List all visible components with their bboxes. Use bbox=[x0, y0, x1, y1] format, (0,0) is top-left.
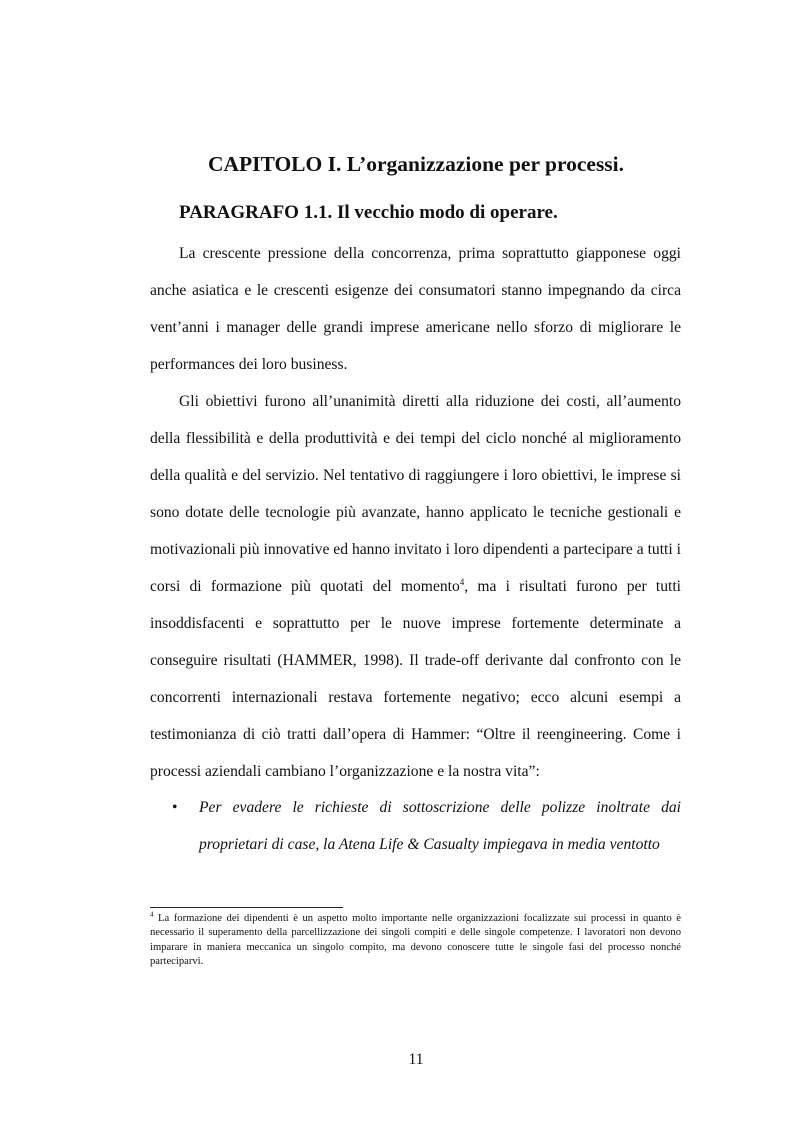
bullet-icon: • bbox=[172, 799, 178, 816]
paragraph: La crescente pressione della concorrenza, prima soprattutto giapponese oggi anche asiatica e le crescenti esigenze dei consumatori stanno impegnando da circa vent’anni i manager delle grandi imprese americane nello sforzo di migliorare le performances dei loro business. bbox=[150, 245, 681, 373]
bullet-list bbox=[150, 789, 681, 863]
footnote-divider bbox=[150, 907, 343, 908]
chapter-title: CAPITOLO I. L’organizzazione per processi. bbox=[207, 152, 625, 176]
paragraph bbox=[150, 383, 681, 790]
list-item bbox=[150, 789, 681, 863]
paragraph-text: Gli obiettivi furono all’unanimità diretti alla riduzione dei costi, all’aumento della flessibilità e della produttività e dei tempi del ciclo nonché al miglioramento della qualità e del servizio. Nel tentativo di raggiungere i loro obiettivi, le imprese si sono dotate delle tecnologie più avanzate, hanno applicato le tecniche gestionali e motivazionali più innovative ed hanno invitato i loro dipendenti a partecipare a tutti i corsi di formazione più quotati del momento bbox=[150, 393, 681, 595]
list-item-text: Per evadere le richieste di sottoscrizione delle polizze inoltrate dai proprietari di case, la Atena Life & Casualty impiegava in media ventotto bbox=[199, 799, 681, 853]
section-title: PARAGRAFO 1.1. Il vecchio modo di operare. bbox=[179, 202, 558, 223]
page-number: 11 bbox=[408, 1051, 424, 1068]
footnote-mark: 4 bbox=[150, 910, 154, 919]
footnote-reference: 4 bbox=[459, 576, 465, 587]
footnote bbox=[150, 912, 681, 970]
body-text bbox=[150, 235, 681, 790]
paragraph-text: , ma i risultati furono per tutti insoddisfacenti e soprattutto per le nuove imprese fortemente determinate a conseguire risultati (HAMMER, 1998). Il trade-off derivante dal confronto con le concorrenti internazionali restava fortemente negativo; ecco alcuni esempi a testimonianza di ciò tratti dall’opera di Hammer: “Oltre il reengineering. Come i processi aziendali cambiano l’organizzazione e la nostra vita”: bbox=[150, 578, 681, 780]
footnote-text: La formazione dei dipendenti è un aspetto molto importante nelle organizzazioni focalizzate sui processi in quanto è necessario il superamento della parcellizzazione dei singoli compiti e delle singole competenze. I lavoratori non devono imparare in maniera meccanica un singolo compito, ma devono conoscere tutte le singole fasi del processo nonché parteciparvi. bbox=[150, 913, 682, 968]
